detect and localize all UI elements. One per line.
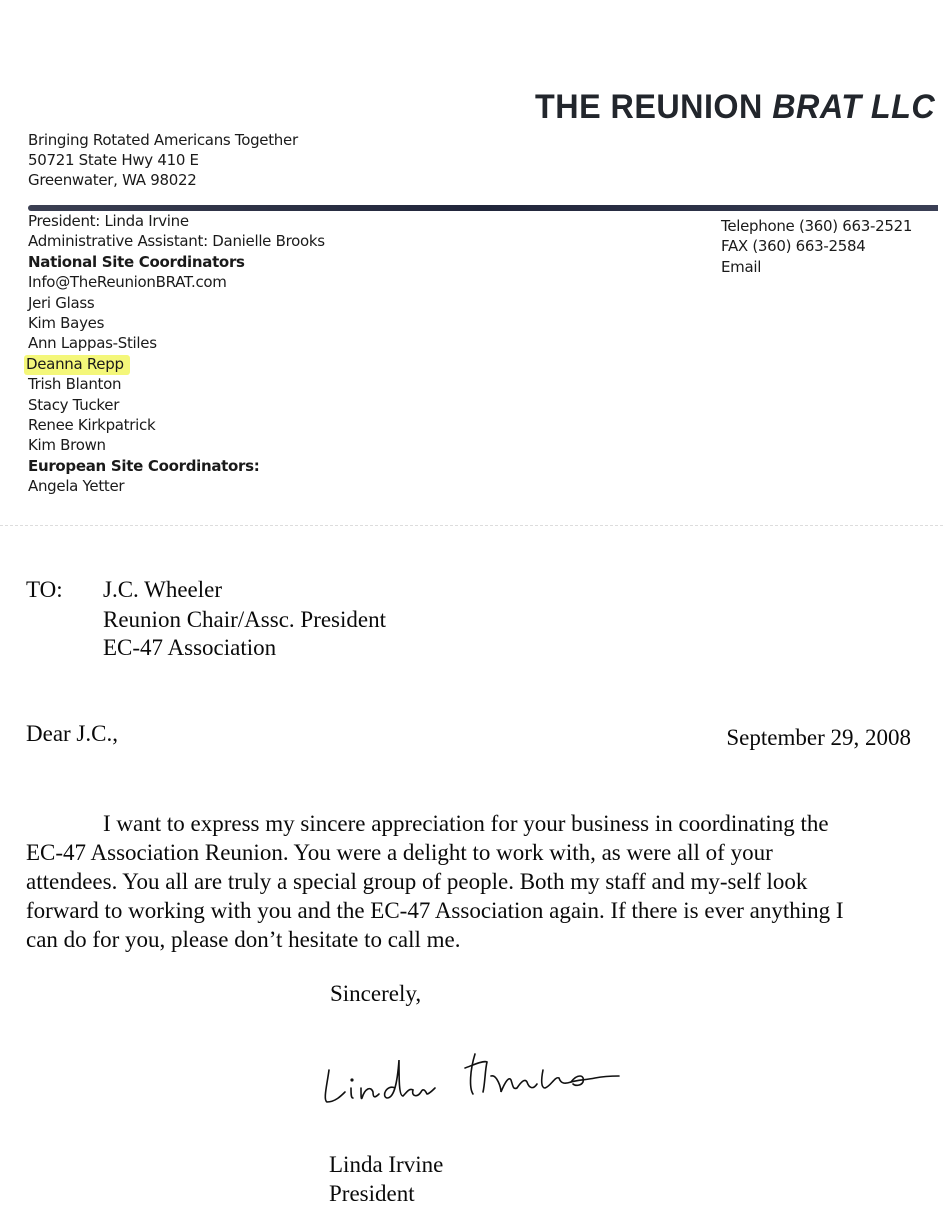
body-line: EC-47 Association Reunion. You were a delight to work with, as were all of your xyxy=(26,840,773,865)
recipient-name: J.C. Wheeler xyxy=(103,577,223,602)
signer-name: Linda Irvine xyxy=(329,1152,444,1177)
body-line: forward to working with you and the EC-47 Association again. If there is ever anything I xyxy=(26,898,844,923)
highlighted-name: Deanna Repp xyxy=(24,355,130,375)
staff-line xyxy=(28,211,325,231)
recipient-org: EC-47 Association xyxy=(103,635,277,660)
staff-text: Jeri Glass xyxy=(28,293,95,312)
body-line: attendees. You all are truly a special group of people. Both my staff and my-self look xyxy=(26,869,808,894)
staff-text: Renee Kirkpatrick xyxy=(28,415,156,434)
staff-line xyxy=(28,476,325,496)
staff-line xyxy=(28,395,325,415)
address-line-1: 50721 State Hwy 410 E xyxy=(28,151,199,169)
email-label: Email xyxy=(721,257,762,276)
salutation: Dear J.C., xyxy=(26,721,118,746)
staff-text: Kim Bayes xyxy=(28,313,105,332)
staff-text: Angela Yetter xyxy=(28,477,125,496)
telephone: Telephone (360) 663-2521 xyxy=(721,217,913,235)
signer-title: President xyxy=(329,1181,415,1206)
signature xyxy=(315,1040,625,1120)
staff-line xyxy=(28,231,325,251)
staff-line xyxy=(28,456,325,476)
tagline: Bringing Rotated Americans Together xyxy=(28,131,298,149)
staff-text: Ann Lappas-Stiles xyxy=(28,334,157,353)
address-line-2: Greenwater, WA 98022 xyxy=(28,171,197,189)
staff-line xyxy=(28,293,325,313)
staff-line xyxy=(28,354,325,374)
company-logo xyxy=(535,88,935,127)
to-label: TO: xyxy=(26,577,63,602)
company-name: THE REUNION xyxy=(534,88,763,126)
staff-text: Kim Brown xyxy=(28,436,106,455)
staff-text: President: Linda Irvine xyxy=(28,212,189,230)
staff-line xyxy=(28,252,325,272)
recipient-title: Reunion Chair/Assc. President xyxy=(103,607,386,632)
contact-block xyxy=(721,216,912,277)
staff-list xyxy=(28,211,325,496)
company-name-italic: BRAT LLC xyxy=(772,88,935,126)
staff-text: European Site Coordinators: xyxy=(28,456,260,475)
staff-text: Info@TheReunionBRAT.com xyxy=(28,273,227,292)
body-line: I want to express my sincere appreciation for your business in coordinating the xyxy=(103,811,829,836)
staff-text: National Site Coordinators xyxy=(28,252,245,271)
staff-text: Trish Blanton xyxy=(28,375,122,394)
staff-line xyxy=(28,272,325,292)
staff-line xyxy=(28,374,325,394)
staff-line xyxy=(28,333,325,353)
fold-line xyxy=(0,525,943,526)
staff-line xyxy=(28,435,325,455)
staff-line xyxy=(28,313,325,333)
letter-date: September 29, 2008 xyxy=(726,725,911,750)
staff-text: Administrative Assistant: Danielle Brooks xyxy=(28,232,325,251)
fax: FAX (360) 663-2584 xyxy=(721,237,866,256)
body-line: can do for you, please don’t hesitate to call me. xyxy=(26,927,461,952)
closing: Sincerely, xyxy=(330,981,422,1006)
staff-text: Stacy Tucker xyxy=(28,395,120,414)
staff-line xyxy=(28,415,325,435)
